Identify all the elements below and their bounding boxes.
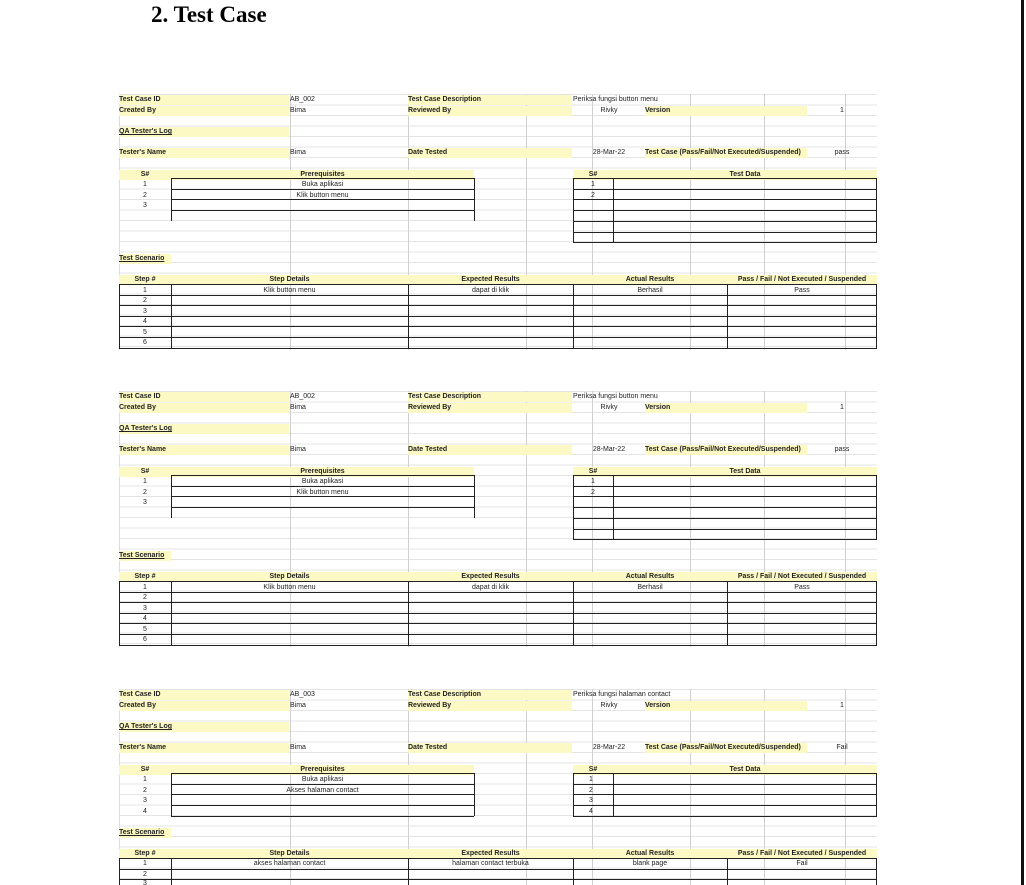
- label-test-scenario: Test Scenario: [119, 551, 171, 561]
- label-testdata-sno: S#: [573, 170, 613, 180]
- label-version: Version: [645, 701, 807, 711]
- step-status: Fail: [796, 860, 808, 867]
- prereq-number: 3: [143, 797, 147, 804]
- tester-name: Bima: [290, 744, 306, 751]
- label-test-case-result: Test Case (Pass/Fail/Not Executed/Suspended): [645, 445, 807, 455]
- label-step-details: Step Details: [171, 572, 408, 582]
- testdata-number: 4: [589, 808, 593, 815]
- prereq-number: 3: [143, 499, 147, 506]
- test-case-id: AB_003: [290, 691, 315, 698]
- label-testers-name: Tester's Name: [119, 445, 289, 455]
- label-step-no: Step #: [119, 572, 171, 582]
- label-actual-results: Actual Results: [573, 572, 727, 582]
- test-case-id: AB_002: [290, 96, 315, 103]
- test-case-description: Periksa fungsi halaman contact: [573, 691, 671, 698]
- prereq-text: Akses halaman contact: [286, 787, 359, 794]
- label-testers-name: Tester's Name: [119, 148, 289, 158]
- label-test-case-result: Test Case (Pass/Fail/Not Executed/Suspended): [645, 148, 807, 158]
- step-number: 4: [143, 615, 147, 622]
- created-by: Bima: [290, 107, 306, 114]
- tester-name: Bima: [290, 446, 306, 453]
- label-testers-name: Tester's Name: [119, 743, 289, 753]
- label-test-case-id: Test Case ID: [119, 392, 289, 402]
- label-step-no: Step #: [119, 275, 171, 285]
- version: 1: [840, 107, 844, 114]
- label-prereq-sno: S#: [119, 467, 171, 477]
- step-number: 6: [143, 339, 147, 346]
- label-description: Test Case Description: [408, 392, 572, 402]
- label-expected-results: Expected Results: [408, 849, 573, 859]
- prereq-text: Buka aplikasi: [301, 478, 344, 485]
- label-test-scenario: Test Scenario: [119, 254, 171, 264]
- label-prerequisites: Prerequisites: [171, 467, 474, 477]
- prereq-number: 1: [143, 181, 147, 188]
- step-details: Klik button menu: [263, 584, 316, 591]
- date-tested: 28-Mar-22: [592, 149, 626, 156]
- step-details: akses halaman contact: [253, 860, 326, 867]
- reviewed-by: Rivky: [600, 702, 618, 709]
- step-actual: blank page: [632, 860, 668, 867]
- label-created-by: Created By: [119, 701, 289, 711]
- label-testdata-sno: S#: [573, 467, 613, 477]
- label-pass-fail: Pass / Fail / Not Executed / Suspended: [727, 572, 877, 582]
- date-tested: 28-Mar-22: [592, 446, 626, 453]
- label-prereq-sno: S#: [119, 170, 171, 180]
- label-step-no: Step #: [119, 849, 171, 859]
- prereq-text: Klik button menu: [296, 489, 349, 496]
- label-test-case-id: Test Case ID: [119, 95, 289, 105]
- label-pass-fail: Pass / Fail / Not Executed / Suspended: [727, 275, 877, 285]
- test-case-sheet-3: [119, 689, 877, 885]
- section-heading: 2. Test Case: [151, 2, 267, 27]
- label-test-data: Test Data: [613, 170, 877, 180]
- label-qa-log: QA Tester's Log: [119, 127, 289, 137]
- tester-name: Bima: [290, 149, 306, 156]
- testdata-number: 2: [591, 192, 595, 199]
- testdata-number: 1: [589, 776, 593, 783]
- label-qa-log: QA Tester's Log: [119, 722, 289, 732]
- page-edge: [1021, 0, 1024, 885]
- label-prereq-sno: S#: [119, 765, 171, 775]
- prereq-number: 4: [143, 808, 147, 815]
- reviewed-by: Rivky: [600, 404, 618, 411]
- label-test-data: Test Data: [613, 765, 877, 775]
- test-case-description: Periksa fungsi button menu: [573, 393, 658, 400]
- prereq-number: 1: [143, 478, 147, 485]
- testdata-number: 1: [591, 181, 595, 188]
- label-prerequisites: Prerequisites: [171, 765, 474, 775]
- test-case-sheet-2: [119, 391, 877, 647]
- prereq-text: Klik button menu: [296, 192, 349, 199]
- label-description: Test Case Description: [408, 690, 572, 700]
- step-number: 1: [143, 860, 147, 867]
- version: 1: [840, 702, 844, 709]
- label-prerequisites: Prerequisites: [171, 170, 474, 180]
- step-status: Pass: [794, 584, 810, 591]
- step-number: 6: [143, 636, 147, 643]
- label-date-tested: Date Tested: [408, 148, 572, 158]
- label-pass-fail: Pass / Fail / Not Executed / Suspended: [727, 849, 877, 859]
- label-version: Version: [645, 106, 807, 116]
- prereq-number: 2: [143, 787, 147, 794]
- test-case-description: Periksa fungsi button menu: [573, 96, 658, 103]
- prereq-text: Buka aplikasi: [301, 181, 344, 188]
- label-actual-results: Actual Results: [573, 275, 727, 285]
- prereq-number: 2: [143, 192, 147, 199]
- step-actual: Berhasil: [637, 584, 663, 591]
- step-actual: Berhasil: [637, 287, 663, 294]
- label-actual-results: Actual Results: [573, 849, 727, 859]
- testdata-number: 2: [591, 489, 595, 496]
- version: 1: [840, 404, 844, 411]
- reviewed-by: Rivky: [600, 107, 618, 114]
- step-number: 5: [143, 329, 147, 336]
- step-number: 2: [143, 871, 147, 878]
- test-case-sheet-1: [119, 94, 877, 350]
- step-number: 2: [143, 297, 147, 304]
- date-tested: 28-Mar-22: [592, 744, 626, 751]
- step-number: 4: [143, 318, 147, 325]
- test-case-result: pass: [834, 149, 850, 156]
- step-number: 3: [143, 605, 147, 612]
- label-test-case-result: Test Case (Pass/Fail/Not Executed/Suspended): [645, 743, 807, 753]
- label-testdata-sno: S#: [573, 765, 613, 775]
- label-reviewed-by: Reviewed By: [408, 403, 572, 413]
- step-expected: halaman contact terbuka: [452, 860, 529, 867]
- step-status: Pass: [794, 287, 810, 294]
- label-expected-results: Expected Results: [408, 572, 573, 582]
- step-number: 3: [143, 308, 147, 315]
- prereq-text: Buka aplikasi: [301, 776, 344, 783]
- prereq-number: 2: [143, 489, 147, 496]
- label-qa-log: QA Tester's Log: [119, 424, 289, 434]
- test-case-result: pass: [834, 446, 850, 453]
- step-expected: dapat di klik: [472, 287, 509, 294]
- label-created-by: Created By: [119, 403, 289, 413]
- test-case-result: Fail: [836, 744, 848, 751]
- label-created-by: Created By: [119, 106, 289, 116]
- label-reviewed-by: Reviewed By: [408, 106, 572, 116]
- label-step-details: Step Details: [171, 275, 408, 285]
- step-number: 5: [143, 626, 147, 633]
- label-description: Test Case Description: [408, 95, 572, 105]
- prereq-number: 1: [143, 776, 147, 783]
- testdata-number: 3: [589, 797, 593, 804]
- label-expected-results: Expected Results: [408, 275, 573, 285]
- step-expected: dapat di klik: [472, 584, 509, 591]
- step-number: 3: [143, 880, 147, 885]
- prereq-number: 3: [143, 202, 147, 209]
- label-test-case-id: Test Case ID: [119, 690, 289, 700]
- label-test-scenario: Test Scenario: [119, 828, 171, 838]
- testdata-number: 1: [591, 478, 595, 485]
- label-reviewed-by: Reviewed By: [408, 701, 572, 711]
- step-number: 1: [143, 584, 147, 591]
- label-test-data: Test Data: [613, 467, 877, 477]
- test-case-id: AB_002: [290, 393, 315, 400]
- step-number: 2: [143, 594, 147, 601]
- label-version: Version: [645, 403, 807, 413]
- created-by: Bima: [290, 404, 306, 411]
- step-details: Klik button menu: [263, 287, 316, 294]
- created-by: Bima: [290, 702, 306, 709]
- label-date-tested: Date Tested: [408, 743, 572, 753]
- testdata-number: 2: [589, 787, 593, 794]
- step-number: 1: [143, 287, 147, 294]
- label-date-tested: Date Tested: [408, 445, 572, 455]
- label-step-details: Step Details: [171, 849, 408, 859]
